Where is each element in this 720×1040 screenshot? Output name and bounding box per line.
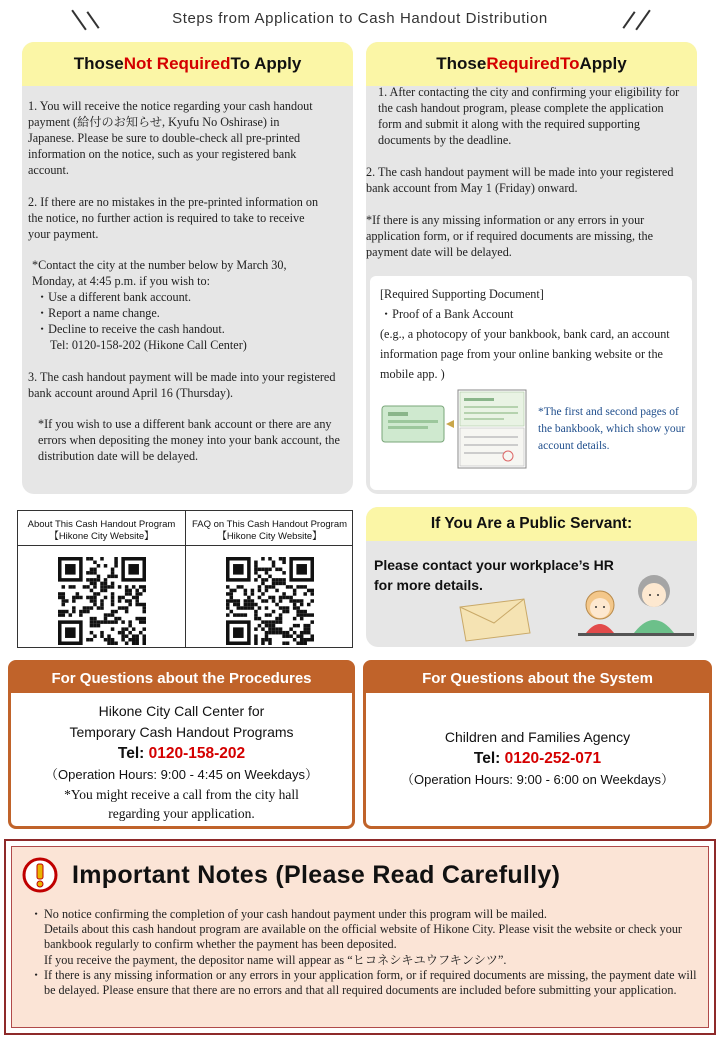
qr-cell-faq: FAQ on This Cash Handout Program 【Hikone City Website】 bbox=[186, 511, 353, 647]
not-required-heading: Those Not Required To Apply bbox=[22, 42, 353, 86]
procedures-contact-box bbox=[8, 660, 355, 829]
public-servant-panel bbox=[366, 507, 697, 647]
qr-code-faq[interactable] bbox=[226, 557, 314, 645]
contact-tel: Tel: 0120-158-202 (Hikone Call Center) bbox=[50, 338, 247, 352]
required-step-1: 1. After contacting the city and confirming your eligibility for the cash handout program, please complete the application form and submit it along with the required supporting documents by the deadline. bbox=[378, 85, 680, 147]
qr-label-faq: FAQ on This Cash Handout Program bbox=[191, 519, 348, 530]
required-heading: Those Required To Apply bbox=[366, 42, 697, 86]
important-notes-box bbox=[4, 839, 716, 1035]
document-item: ・Proof of a Bank Account bbox=[380, 307, 514, 321]
envelope-icon bbox=[454, 597, 534, 643]
procedures-tel: Tel: 0120-158-202 bbox=[117, 745, 246, 762]
not-required-step-2: 2. If there are no mistakes in the pre-printed information on the notice, no further action is required to take to receive your payment. bbox=[28, 195, 319, 241]
people-illustration bbox=[578, 571, 694, 645]
document-examples: (e.g., a photocopy of your bankbook, bank card, an account information page from your online banking website or the mobile app. ) bbox=[380, 327, 670, 381]
missing-note: *If there is any missing information or any errors in your application form, or if required documents are missing, the payment date will be delayed. bbox=[366, 213, 654, 259]
public-servant-heading: If You Are a Public Servant: bbox=[366, 507, 697, 541]
important-notes-title: Important Notes (Please Read Carefully) bbox=[72, 861, 561, 889]
contact-note: *Contact the city at the number below by March 30, Monday, at 4:45 p.m. if you wish to: ・Use a different bank account. ・Report a name change. ・Decline to receive the cash handout. Tel: 0120-158-202 (Hikone Call Center) bbox=[32, 257, 332, 353]
procedures-contact-heading: For Questions about the Procedures bbox=[11, 663, 352, 693]
contact-item: ・Report a name change. bbox=[36, 306, 160, 320]
important-notes-list bbox=[30, 907, 700, 998]
qr-table bbox=[17, 510, 353, 648]
system-hours: （Operation Hours: 9:00 - 6:00 on Weekdays） bbox=[401, 772, 674, 787]
not-required-panel bbox=[22, 42, 353, 494]
call-center-name: Hikone City Call Center for bbox=[98, 703, 265, 719]
supporting-document-card bbox=[370, 276, 692, 490]
system-tel-number[interactable]: 0120-252-071 bbox=[504, 750, 602, 767]
required-panel bbox=[366, 42, 697, 494]
page-title: Steps from Application to Cash Handout Distribution bbox=[172, 10, 548, 27]
note-item: ・ If there is any missing information or any errors in your application form, or if required documents are missing, the payment date will be delayed. Please ensure that there are no errors and that all required documents are included before submitting your application. bbox=[30, 967, 697, 998]
qr-code-about[interactable] bbox=[58, 557, 146, 645]
agency-name: Children and Families Agency bbox=[444, 729, 631, 745]
procedures-contact-body: Hikone City Call Center for Temporary Cash Handout Programs Tel: 0120-158-202 （Operation Hours: 9:00 - 4:45 on Weekdays） *You might receive a call from the city hall regarding your application. bbox=[11, 693, 352, 823]
contact-item: ・Use a different bank account. bbox=[36, 290, 192, 304]
qr-cell-about: About This Cash Handout Program 【Hikone City Website】 bbox=[18, 511, 185, 647]
document-heading: [Required Supporting Document] bbox=[380, 287, 544, 301]
warning-icon bbox=[22, 857, 58, 893]
not-required-step-1: 1. You will receive the notice regarding your cash handout payment (給付のお知らせ, Kyufu No Oshirase) in Japanese. Please be sure to double-check all pre-printed information on the notice, such as your registered bank account. bbox=[28, 99, 313, 177]
not-required-highlight: Not Required bbox=[123, 54, 231, 73]
procedures-hours: （Operation Hours: 9:00 - 4:45 on Weekdays） bbox=[45, 767, 318, 782]
procedures-tel-number[interactable]: 0120-158-202 bbox=[148, 745, 246, 762]
system-contact-body bbox=[366, 693, 709, 790]
delay-note: *If you wish to use a different bank account or there are any errors when depositing the money into your bank account, the distribution date will be delayed. bbox=[38, 417, 340, 463]
qr-label-about: About This Cash Handout Program bbox=[27, 519, 176, 530]
system-tel: Tel: 0120-252-071 bbox=[473, 750, 602, 767]
contact-item: ・Decline to receive the cash handout. bbox=[36, 322, 225, 336]
public-servant-text: Please contact your workplace’s HR for more details. bbox=[374, 557, 614, 593]
bankbook-illustration bbox=[380, 384, 530, 474]
system-contact-heading: For Questions about the System bbox=[366, 663, 709, 693]
procedures-note: *You might receive a call from the city hall regarding your application. bbox=[64, 787, 299, 821]
not-required-step-3: 3. The cash handout payment will be made into your registered bank account around April 16 (Thursday). bbox=[28, 370, 336, 400]
note-item: ・ No notice confirming the completion of your cash handout payment under this program will be mailed. Details about this cash handout program are available on the official website of Hikone City. Please visit the website or check your bankbook regularly to confirm whether the payment has been deposited. If you receive the payment, the depositor name will appear as “ヒコネシキユウフキンシツ”. bbox=[30, 907, 682, 967]
required-step-2: 2. The cash handout payment will be made into your registered bank account from May 1 (Friday) onward. bbox=[366, 165, 674, 195]
bankbook-note: *The first and second pages of the bankbook, which show your account details. bbox=[538, 406, 686, 452]
system-contact-box bbox=[363, 660, 712, 829]
